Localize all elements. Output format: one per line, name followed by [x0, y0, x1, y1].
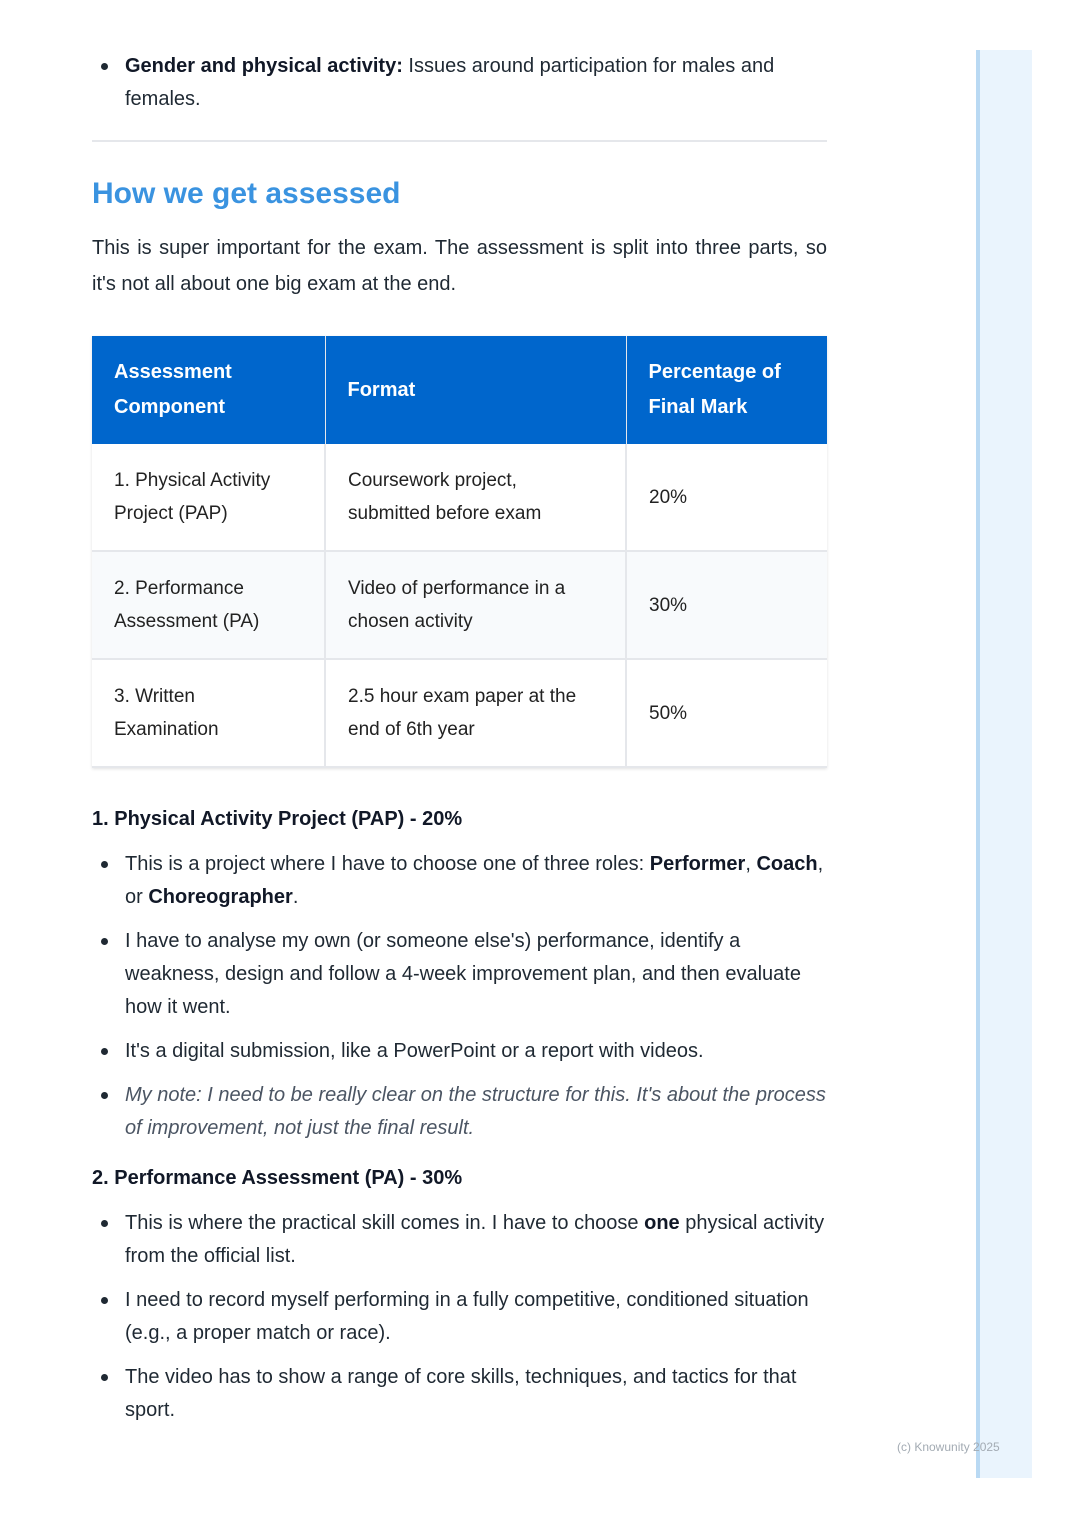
table-cell: 1. Physical Activity Project (PAP) [92, 444, 325, 551]
table-header-row [92, 336, 827, 444]
copyright-watermark: (c) Knowunity 2025 [897, 1440, 1000, 1454]
assessment-table [92, 336, 827, 768]
intro-paragraph: This is super important for the exam. The assessment is split into three parts, so it's not all about one big exam at the end. [92, 237, 827, 295]
list-item: I need to record myself performing in a fully competitive, conditioned situation (e.g., a proper match or race). [92, 1284, 827, 1350]
column-header: Format [325, 336, 626, 444]
pap-heading: 1. Physical Activity Project (PAP) - 20% [92, 808, 463, 830]
topic-description: Issues around participation for males and females. [125, 55, 775, 110]
table-cell: Video of performance in a chosen activity [325, 551, 626, 659]
table-cell: Coursework project, submitted before exam [325, 444, 626, 551]
side-panel [976, 50, 1032, 1478]
list-item: It's a digital submission, like a PowerPoint or a report with videos. [92, 1035, 827, 1068]
section-title: How we get assessed [92, 177, 401, 210]
list-item: I have to analyse my own (or someone else's) performance, identify a weakness, design and follow a 4-week improvement plan, and then evaluate how it went. [92, 925, 827, 1024]
table-row [92, 551, 827, 659]
pap-list [92, 848, 827, 1145]
pa-heading: 2. Performance Assessment (PA) - 30% [92, 1167, 463, 1189]
table-cell: 2. Performance Assessment (PA) [92, 551, 325, 659]
table-row [92, 659, 827, 767]
table-cell: 50% [626, 659, 827, 767]
column-header: Assessment Component [92, 336, 325, 444]
list-item: This is a project where I have to choose one of three roles: Performer, Coach, or Choreographer. [92, 848, 827, 914]
table-cell: 20% [626, 444, 827, 551]
table-cell: 3. Written Examination [92, 659, 325, 767]
table-cell: 2.5 hour exam paper at the end of 6th year [325, 659, 626, 767]
list-item [92, 50, 827, 116]
pa-list [92, 1207, 827, 1427]
column-header: Percentage of Final Mark [626, 336, 827, 444]
role-coach: Coach [756, 853, 818, 875]
personal-note: My note: I need to be really clear on the structure for this. It's about the process of improvement, not just the final result. [125, 1084, 826, 1139]
topic-list [92, 50, 827, 116]
divider [92, 140, 827, 142]
document-content [92, 50, 827, 1438]
topic-term: Gender and physical activity: [125, 55, 403, 77]
list-item: This is where the practical skill comes in. I have to choose one physical activity from the official list. [92, 1207, 827, 1273]
list-item: The video has to show a range of core skills, techniques, and tactics for that sport. [92, 1361, 827, 1427]
role-performer: Performer [649, 853, 746, 875]
table-row [92, 444, 827, 551]
role-choreographer: Choreographer [148, 886, 293, 908]
list-item [92, 1079, 827, 1145]
table-cell: 30% [626, 551, 827, 659]
